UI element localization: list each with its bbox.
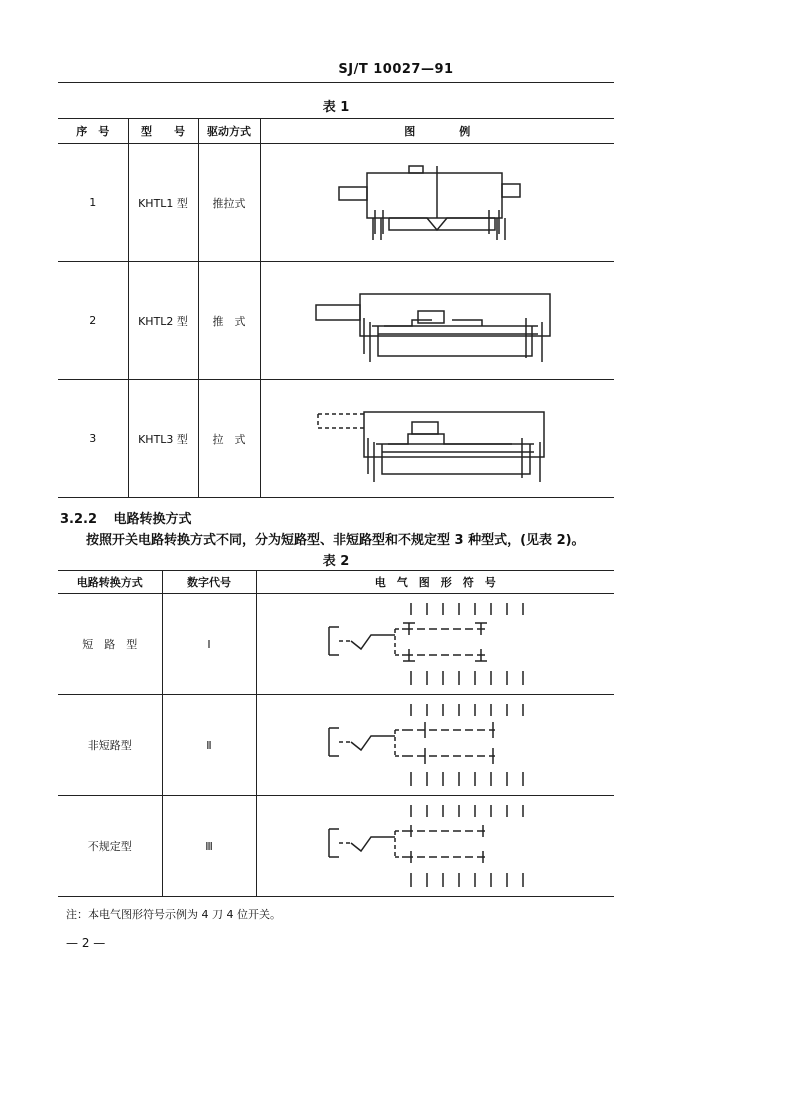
table2-header-code: 数字代号 (162, 571, 256, 594)
table1 (58, 118, 614, 498)
table1-header-figure: 图 例 (260, 119, 614, 144)
row-code: I (162, 594, 256, 695)
standard-code: SJ/T 10027—91 (338, 62, 454, 77)
push-switch-drawing-icon (312, 276, 562, 366)
section-paragraph: 按照开关电路转换方式不同，分为短路型、非短路型和不规定型 3 种型式，(见表 2)。 (86, 533, 585, 548)
table-note: 注：本电气图形符号示例为 4 刀 4 位开关。 (66, 908, 281, 921)
section-title: 电路转换方式 (113, 512, 192, 527)
row-mode: 非短路型 (58, 695, 162, 796)
non-short-circuit-symbol-icon (325, 700, 545, 790)
row-no: 3 (89, 432, 97, 445)
table-row (58, 796, 614, 897)
header-rule (58, 82, 614, 83)
table-row (58, 695, 614, 796)
row-drive: 推 式 (198, 262, 260, 380)
row-no: 2 (58, 262, 128, 380)
section-number: 3.2.2 (60, 512, 98, 527)
table2-caption: 表 2 (322, 554, 350, 569)
short-circuit-symbol-icon (325, 599, 545, 689)
table2-header-symbol: 电 气 图 形 符 号 (256, 571, 614, 594)
row-code: Ⅲ (162, 796, 256, 897)
table-row (58, 144, 614, 262)
pull-switch-drawing-icon (312, 394, 562, 484)
row-drive: 推拉式 (198, 144, 260, 262)
table2-header-mode: 电路转换方式 (58, 571, 162, 594)
table-row (58, 380, 614, 498)
table2 (58, 570, 614, 897)
row-mode: 短 路 型 (58, 594, 162, 695)
table-row (58, 594, 614, 695)
table1-header-no: 序 号 (58, 119, 128, 144)
row-code: Ⅱ (162, 695, 256, 796)
row-mode: 不规定型 (87, 840, 132, 853)
table1-header-drive: 驱动方式 (198, 119, 260, 144)
table-row (58, 262, 614, 380)
row-model: KHTL3 型 (128, 380, 198, 498)
table1-caption: 表 1 (322, 100, 350, 115)
table2-header-row (58, 571, 614, 594)
table1-header-model: 型 号 (128, 119, 198, 144)
row-model: KHTL1 型 (128, 144, 198, 262)
table1-header-row (58, 119, 614, 144)
row-drive: 拉 式 (198, 380, 260, 498)
push-pull-switch-drawing-icon (337, 158, 537, 248)
row-model: KHTL2 型 (128, 262, 198, 380)
unspecified-symbol-icon (325, 801, 545, 891)
page-number: — 2 — (66, 936, 106, 950)
row-no: 1 (58, 144, 128, 262)
